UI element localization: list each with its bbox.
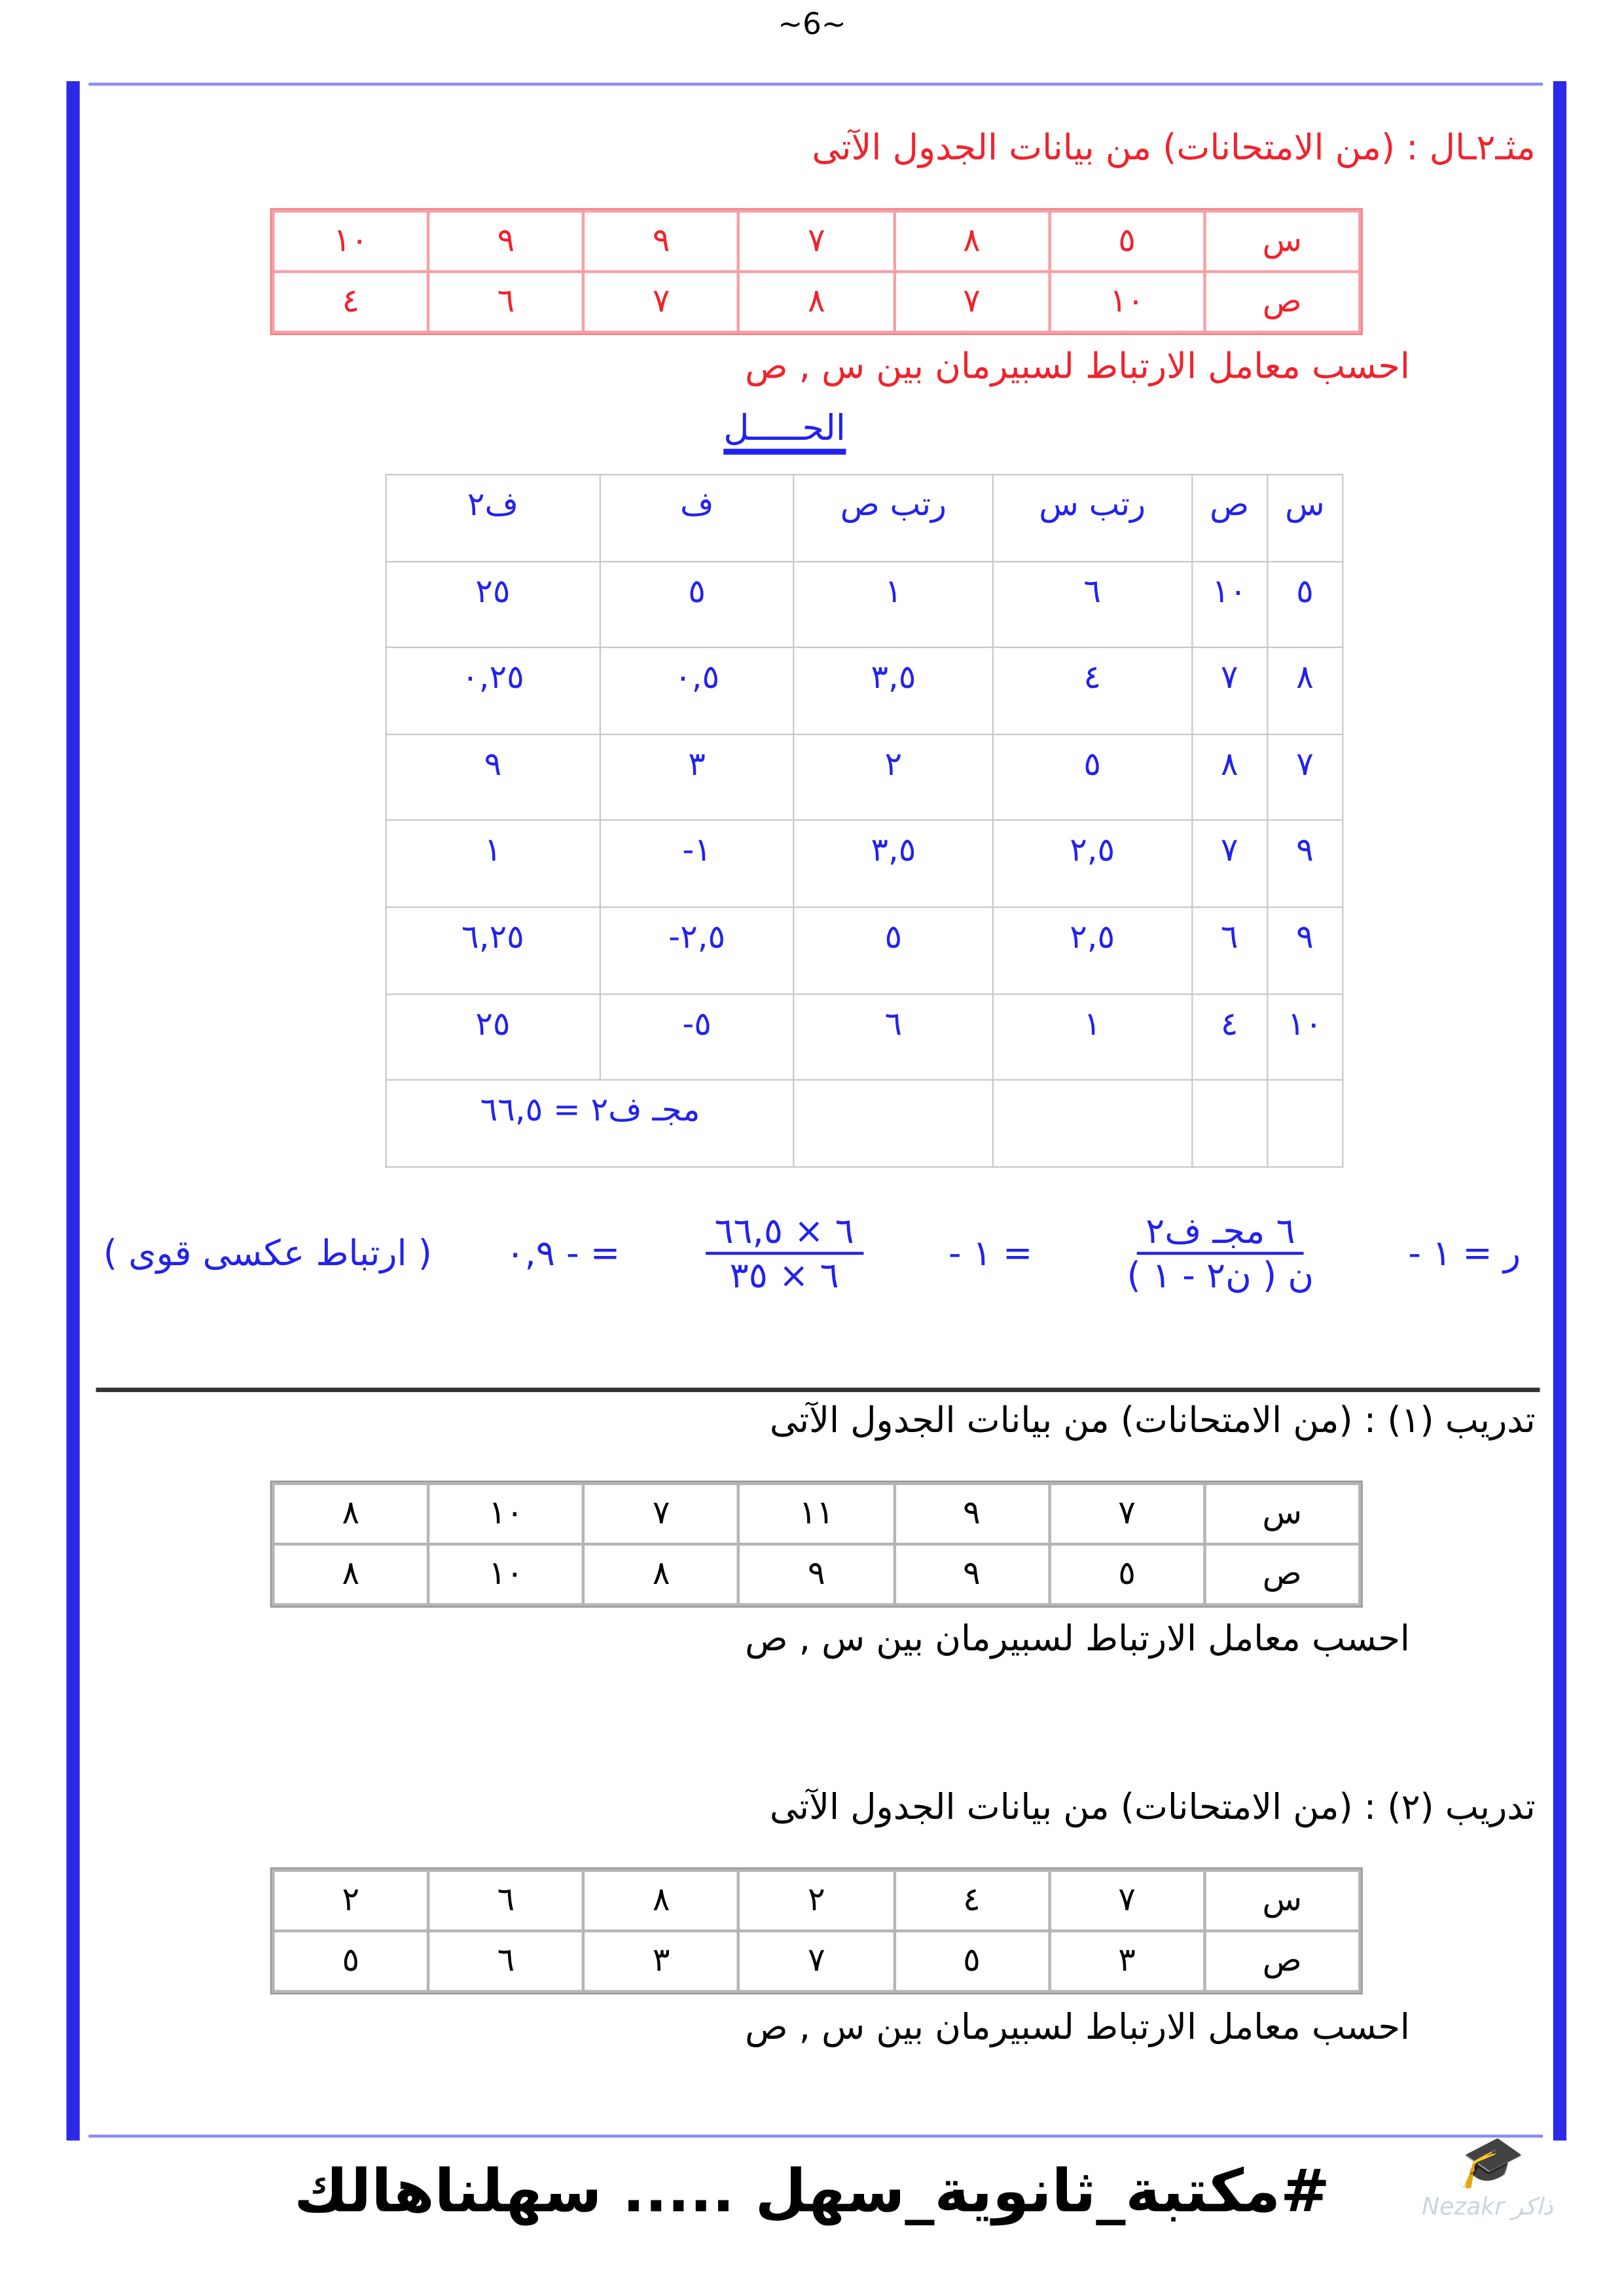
text [275, 213, 1359, 270]
fraction-values [706, 1211, 863, 1297]
text [275, 1932, 1359, 1990]
table-cell: ص [1206, 1932, 1358, 1990]
table-cell [794, 1080, 992, 1166]
solution-label: الحـــــل [723, 408, 846, 455]
text [386, 475, 1343, 1166]
training1-instruction: احسب معامل الارتباط لسبيرمان بين س , ص [745, 1618, 1411, 1660]
table-cell: ٢٥ [386, 561, 600, 647]
table-cell: ٨ [1192, 734, 1267, 821]
table-cell: ٦ [794, 994, 992, 1080]
example-title: مثـ٢ـال : (من الامتحانات) من بيانات الجدول الآتى [812, 126, 1536, 169]
table-cell: س [1267, 475, 1343, 561]
table-row [386, 994, 1343, 1080]
table-cell: ٧ [1192, 821, 1267, 907]
table-cell: ٥ [895, 1932, 1048, 1990]
table-cell: ف [600, 475, 794, 561]
table-cell: ٦ [430, 1932, 583, 1990]
table-header [386, 475, 1343, 561]
table-cell: ٥- [600, 994, 794, 1080]
table-cell: ٢,٥- [600, 907, 794, 994]
table-cell: ٠,٢٥ [386, 647, 600, 734]
table-cell: ص [1206, 273, 1358, 331]
text [275, 273, 1359, 331]
example-instruction: احسب معامل الارتباط لسبيرمان بين س , ص [745, 345, 1411, 387]
text: Nezakr ذاكر [1422, 2192, 1553, 2221]
graduation-cap-icon: 🎓 [1456, 2133, 1519, 2193]
table-cell: ٥ [275, 1932, 427, 1990]
table-cell: ٧ [740, 213, 893, 270]
table-cell: س [1206, 1872, 1358, 1929]
table-cell: ٣ [1051, 1932, 1203, 1990]
table-cell: ص [1206, 1546, 1358, 1604]
table-cell: ٩ [430, 213, 583, 270]
table-cell: ٨ [275, 1485, 427, 1543]
solution-table [386, 474, 1344, 1168]
table-cell: ٧ [585, 273, 738, 331]
table-cell: ٤ [895, 1872, 1048, 1929]
table-cell: ٨ [1267, 647, 1343, 734]
table-cell: ٥ [1051, 1546, 1203, 1604]
table-cell: ١ [993, 994, 1192, 1080]
table-cell: ١ [794, 561, 992, 647]
fraction-general [1118, 1211, 1323, 1297]
table-cell: ٢ [794, 734, 992, 821]
table-row [386, 821, 1343, 907]
table-cell: ٣ [600, 734, 794, 821]
text [275, 1485, 1359, 1543]
table-row [386, 647, 1343, 734]
table-cell: ٤ [1192, 994, 1267, 1080]
table-cell: ٨ [740, 273, 893, 331]
nezakr-logo [1395, 2133, 1579, 2266]
text: ٦ × ٦٦,٥ [706, 1211, 863, 1255]
page-number: ~6~ [778, 6, 846, 42]
table-cell: ١٠ [430, 1546, 583, 1604]
table-cell: ٦ [430, 1872, 583, 1929]
table-cell: ٩ [585, 213, 738, 270]
text: ر = ١ - [1408, 1232, 1521, 1274]
text [275, 1485, 1359, 1603]
table-cell: ٧ [1051, 1872, 1203, 1929]
table-cell: ٧ [1192, 647, 1267, 734]
table-cell: ٢٥ [386, 994, 600, 1080]
table-cell: ٥ [600, 561, 794, 647]
table-cell: ١١ [740, 1485, 893, 1543]
table-cell: ٨ [585, 1872, 738, 1929]
table-cell: ٧ [1051, 1485, 1203, 1543]
table-cell: س [1206, 213, 1358, 270]
section-divider [96, 1388, 1540, 1392]
table-row [386, 907, 1343, 994]
formula-result: = - ٠,٩ [505, 1232, 621, 1274]
table-cell: ٧ [740, 1932, 893, 1990]
table-cell: ٢ [275, 1872, 427, 1929]
text: ٦ مجـ ف٢ [1137, 1211, 1305, 1255]
table-cell: ٩ [386, 734, 600, 821]
table-cell: ٣,٥ [794, 821, 992, 907]
table-cell: ٩ [1267, 907, 1343, 994]
table-cell: ٧ [1267, 734, 1343, 821]
text: ٦ × ٣٥ [729, 1255, 839, 1297]
table-cell: س [1206, 1485, 1358, 1543]
training1-title: تدريب (١) : (من الامتحانات) من بيانات الجدول الآتى [769, 1399, 1536, 1441]
table-cell: ٦ [1192, 907, 1267, 994]
table-cell: رتب ص [794, 475, 992, 561]
training1-table [270, 1480, 1363, 1607]
training2-title: تدريب (٢) : (من الامتحانات) من بيانات الجدول الآتى [769, 1786, 1536, 1828]
table-cell: ١٠ [1192, 561, 1267, 647]
table-cell: ٥ [794, 907, 992, 994]
table-cell: ١٠ [275, 213, 427, 270]
table-cell: ١- [600, 821, 794, 907]
table-cell: ٨ [275, 1546, 427, 1604]
example-table [270, 208, 1363, 335]
table-cell: ٠,٥ [600, 647, 794, 734]
footer-hashtag: #مكتبة_ثانوية_سهل ..... سهلناهالك [294, 2158, 1330, 2227]
formula-note: ( ارتباط عكسى قوى ) [103, 1232, 432, 1274]
table-cell: ٤ [993, 647, 1192, 734]
sum-row [386, 1080, 1343, 1166]
bottom-border [88, 2134, 1543, 2138]
text [275, 213, 1359, 331]
table-cell: ٨ [895, 213, 1048, 270]
sum-value: مجـ ف٢ = ٦٦,٥ [386, 1080, 794, 1166]
left-border [66, 81, 79, 2140]
table-cell: رتب س [993, 475, 1192, 561]
text [275, 1546, 1359, 1604]
text: ن ( ن٢ - ١ ) [1127, 1255, 1314, 1297]
right-border [1553, 81, 1566, 2140]
spearman-formula [103, 1211, 1521, 1297]
table-cell: ٤ [275, 273, 427, 331]
text: = ١ - [948, 1232, 1033, 1274]
table-cell: ٧ [895, 273, 1048, 331]
table-cell: ٧ [585, 1485, 738, 1543]
table-cell: ٨ [585, 1546, 738, 1604]
table-cell: ٢,٥ [993, 821, 1192, 907]
text [275, 1872, 1359, 1990]
table-cell: ص [1192, 475, 1267, 561]
top-border [88, 82, 1543, 86]
table-cell: ٣,٥ [794, 647, 992, 734]
table-row [386, 734, 1343, 821]
table-cell: ٩ [1267, 821, 1343, 907]
table-cell: ٥ [993, 734, 1192, 821]
table-cell: ٢ [740, 1872, 893, 1929]
table-cell: ٩ [740, 1546, 893, 1604]
table-cell: ١٠ [430, 1485, 583, 1543]
table-cell: ٩ [895, 1485, 1048, 1543]
training2-table [270, 1867, 1363, 1994]
table-cell: ٣ [585, 1932, 738, 1990]
table-cell: ٦,٢٥ [386, 907, 600, 994]
table-cell: ٦ [993, 561, 1192, 647]
table-cell: ف٢ [386, 475, 600, 561]
table-cell: ١٠ [1267, 994, 1343, 1080]
training2-instruction: احسب معامل الارتباط لسبيرمان بين س , ص [745, 2006, 1411, 2048]
table-cell [1267, 1080, 1343, 1166]
table-cell [1192, 1080, 1267, 1166]
table-row [386, 561, 1343, 647]
table-cell: ٥ [1051, 213, 1203, 270]
table-cell: ٥ [1267, 561, 1343, 647]
table-cell: ١ [386, 821, 600, 907]
table-cell: ٩ [895, 1546, 1048, 1604]
table-cell [993, 1080, 1192, 1166]
table-cell: ٢,٥ [993, 907, 1192, 994]
table-cell: ١٠ [1051, 273, 1203, 331]
text [275, 1872, 1359, 1929]
table-cell: ٦ [430, 273, 583, 331]
